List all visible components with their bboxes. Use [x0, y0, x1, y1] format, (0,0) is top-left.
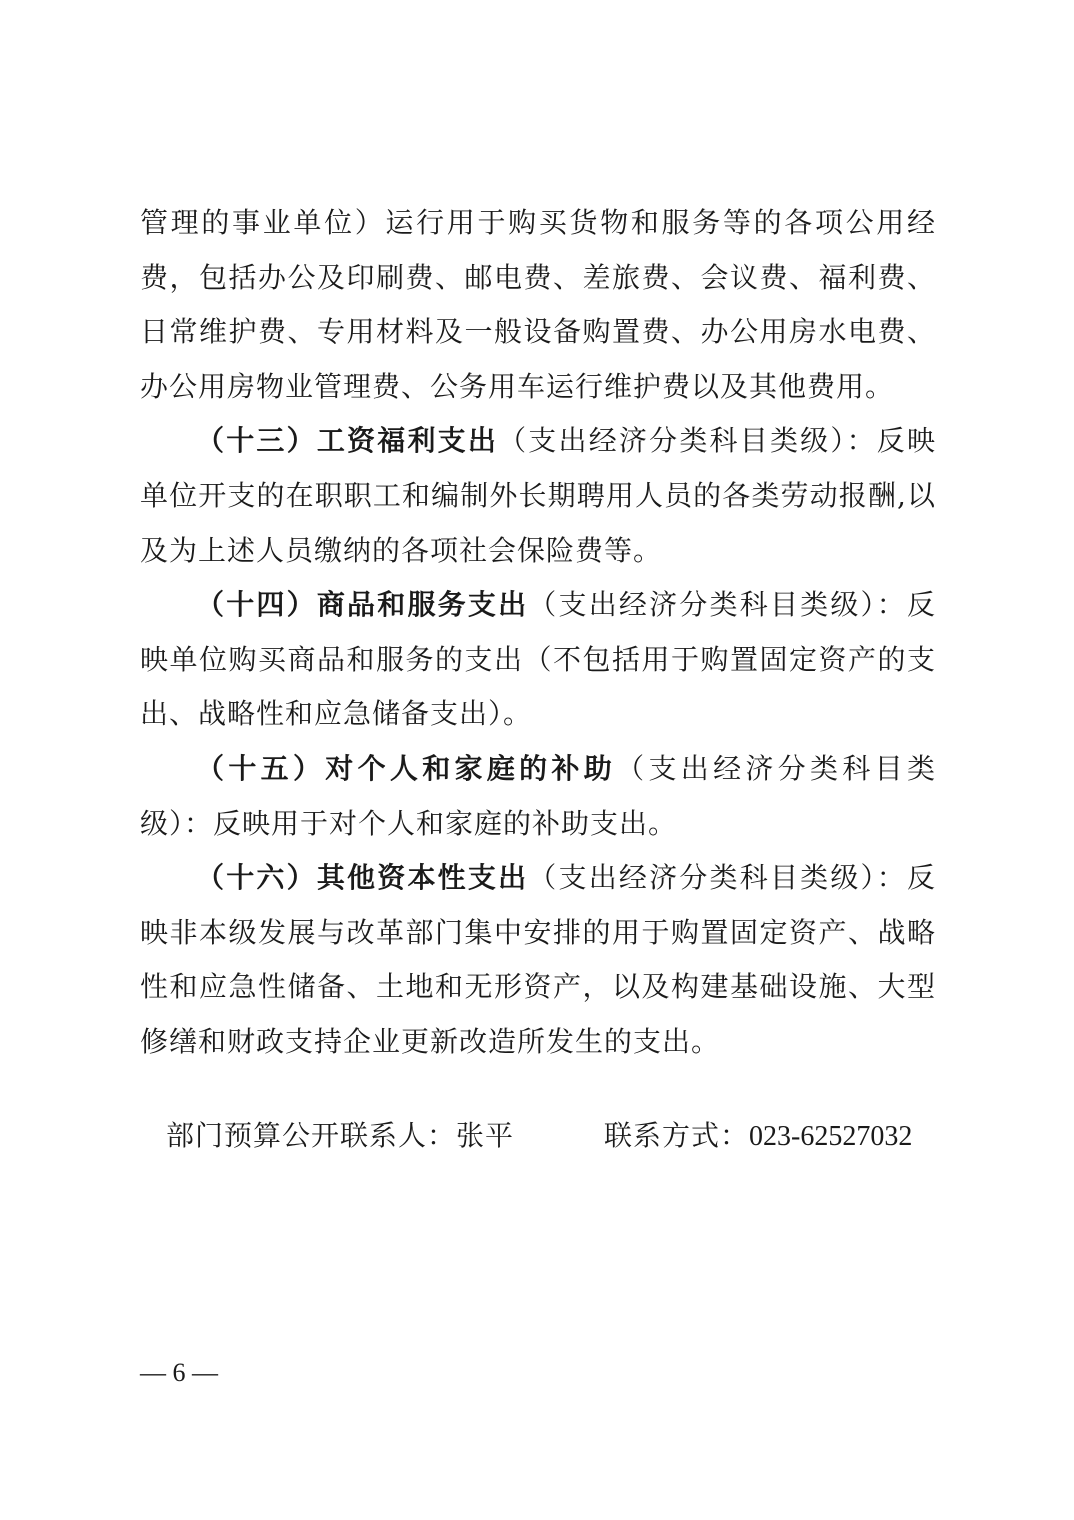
paragraph-household-subsidy [140, 742, 936, 851]
paragraph-body: 管理的事业单位）运行用于购买货物和服务等的各项公用经费，包括办公及印刷费、邮电费、差旅费、会议费、福利费、日常维护费、专用材料及一般设备购置费、办公用房水电费、办公用房物业管理费、公务用车运行维护费以及其他费用。 [140, 206, 936, 403]
paragraph-body: （支出经济分类科目类级）：反映用于对个人和家庭的补助支出。 [140, 751, 936, 840]
contact-line [166, 1112, 966, 1161]
contact-phone: 023-62527032 [749, 1121, 913, 1152]
paragraph-other-capital [140, 851, 936, 1069]
paragraph-heading: （十五）对个人和家庭的补助 [196, 751, 617, 785]
paragraph-heading: （十三）工资福利支出 [196, 424, 499, 458]
contact-person: 部门预算公开联系人：张平 [166, 1119, 515, 1152]
body-text [140, 196, 936, 1070]
paragraph-body: （支出经济分类科目类级）：反映非本级发展与改革部门集中安排的用于购置固定资产、战略性和应急性储备、土地和无形资产，以及构建基础设施、大型修缮和财政支持企业更新改造所发生的支出。 [140, 861, 936, 1058]
paragraph-heading: （十四）商品和服务支出 [196, 588, 529, 622]
contact-method-label: 联系方式： [604, 1119, 750, 1152]
paragraph-heading: （十六）其他资本性支出 [196, 861, 529, 895]
paragraph-goods-services [140, 578, 936, 742]
paragraph-wage-welfare [140, 414, 936, 578]
paragraph-continuation [140, 196, 936, 414]
page-number: — 6 — [140, 1358, 218, 1387]
paragraph-body: （支出经济分类科目类级）：反映单位购买商品和服务的支出（不包括用于购置固定资产的支出、战略性和应急储备支出）。 [140, 588, 936, 731]
paragraph-body: （支出经济分类科目类级）：反映单位开支的在职职工和编制外长期聘用人员的各类劳动报酬,以及为上述人员缴纳的各项社会保险费等。 [140, 424, 936, 567]
